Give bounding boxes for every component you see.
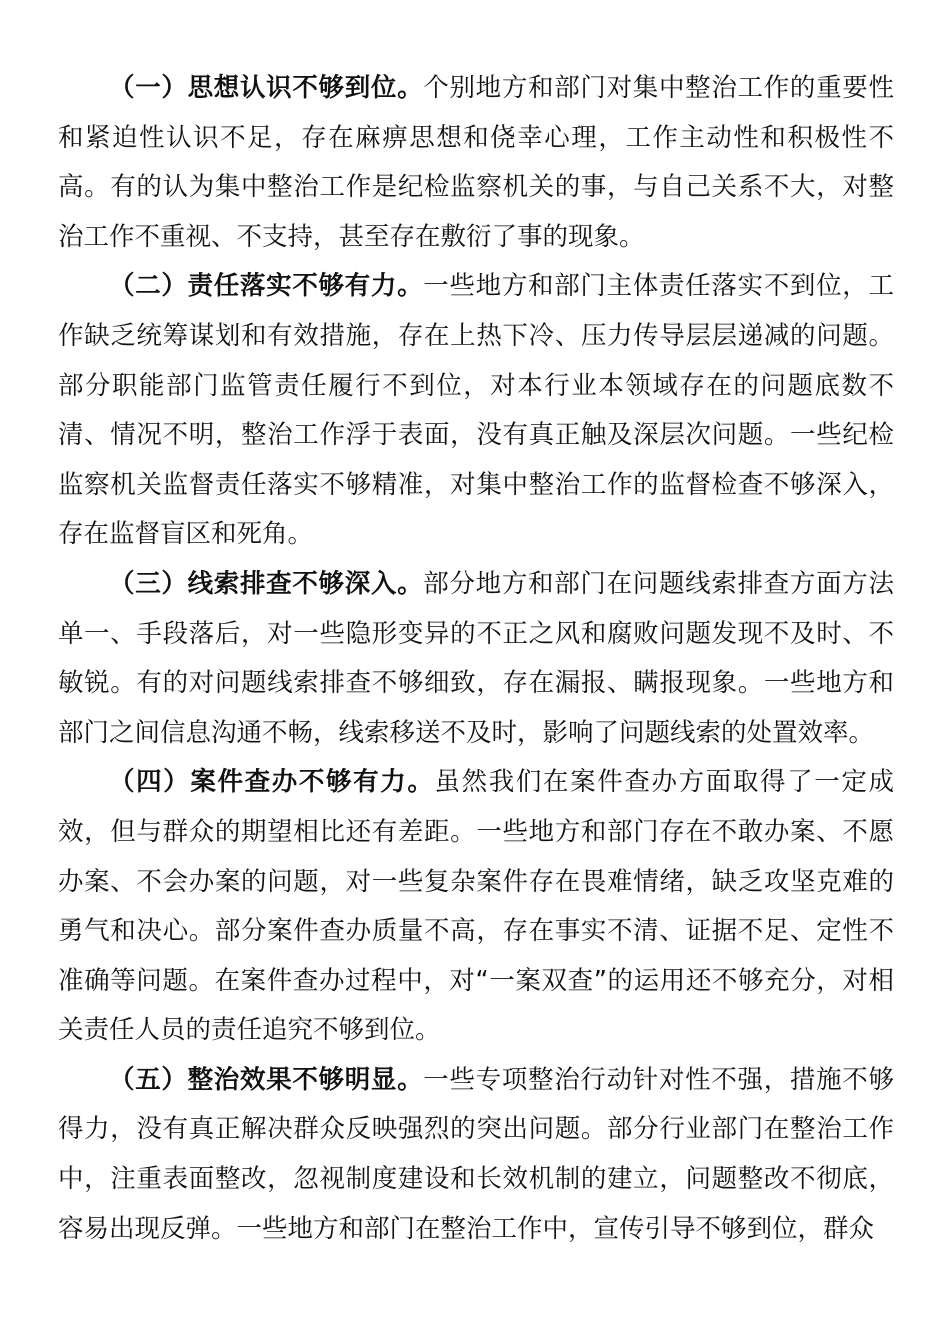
section-5: [58, 1056, 894, 1254]
section-2: [58, 262, 894, 560]
document-page: [58, 64, 894, 1254]
section-4-heading: （四）案件查办不够有力。: [109, 767, 435, 798]
section-5-body: 一些专项整治行动针对性不强，措施不够得力，没有真正解决群众反映强烈的突出问题。部分行业部门在整治工作中，注重表面整改，忽视制度建设和长效机制的建立，问题整改不彻底，容易出现反弹。一些地方和部门在整治工作中，宣传引导不够到位，群众: [58, 1064, 894, 1244]
section-4: [58, 758, 894, 1056]
section-1-body: 个别地方和部门对集中整治工作的重要性和紧迫性认识不足，存在麻痹思想和侥幸心理，工作主动性和积极性不高。有的认为集中整治工作是纪检监察机关的事，与自己关系不大，对整治工作不重视、不支持，甚至存在敷衍了事的现象。: [58, 73, 894, 252]
section-3: [58, 560, 894, 758]
section-4-body: 虽然我们在案件查办方面取得了一定成效，但与群众的期望相比还有差距。一些地方和部门存在不敢办案、不愿办案、不会办案的问题，对一些复杂案件存在畏难情绪，缺乏攻坚克难的勇气和决心。部分案件查办质量不高，存在事实不清、证据不足、定性不准确等问题。在案件查办过程中，对“一案双查”的运用还不够充分，对相关责任人员的责任追究不够到位。: [58, 767, 894, 1046]
section-1-heading: （一）思想认识不够到位。: [109, 73, 424, 103]
section-3-body: 部分地方和部门在问题线索排查方面方法单一、手段落后，对一些隐形变异的不正之风和腐败问题发现不及时、不敏锐。有的对问题线索排查不够细致，存在漏报、瞒报现象。一些地方和部门之间信息沟通不畅，线索移送不及时，影响了问题线索的处置效率。: [58, 568, 894, 748]
section-3-heading: （三）线索排查不够深入。: [109, 568, 424, 599]
section-2-body: 一些地方和部门主体责任落实不到位，工作缺乏统筹谋划和有效措施，存在上热下冷、压力传导层层递减的问题。部分职能部门监管责任履行不到位，对本行业本领域存在的问题底数不清、情况不明，整治工作浮于表面，没有真正触及深层次问题。一些纪检监察机关监督责任落实不够精准，对集中整治工作的监督检查不够深入，存在监督盲区和死角。: [58, 271, 894, 550]
section-5-heading: （五）整治效果不够明显。: [109, 1064, 424, 1095]
section-1: [58, 64, 894, 262]
section-2-heading: （二）责任落实不够有力。: [109, 271, 424, 302]
